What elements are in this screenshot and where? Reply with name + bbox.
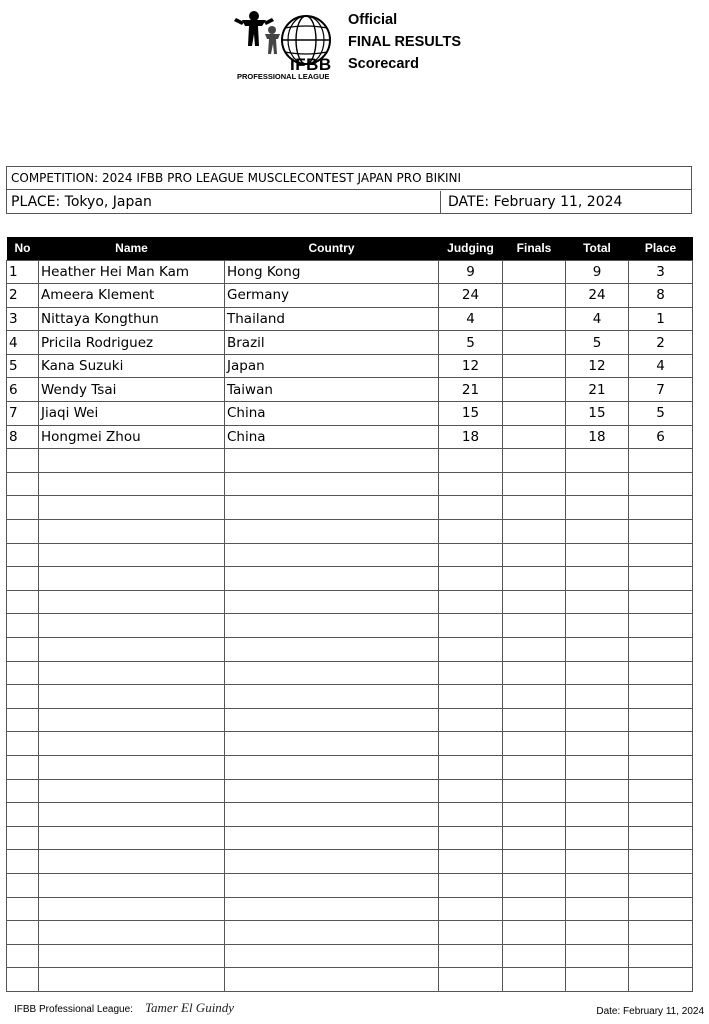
cell-country: Thailand — [225, 307, 439, 331]
cell-total — [566, 850, 629, 874]
cell-finals — [503, 968, 566, 992]
cell-name — [39, 944, 225, 968]
empty-table-row — [7, 732, 693, 756]
cell-finals — [503, 425, 566, 449]
cell-total — [566, 779, 629, 803]
cell-place: 2 — [629, 331, 693, 355]
cell-total: 18 — [566, 425, 629, 449]
column-header-finals: Finals — [503, 237, 566, 260]
cell-total: 5 — [566, 331, 629, 355]
cell-total — [566, 449, 629, 473]
cell-name — [39, 520, 225, 544]
cell-total — [566, 614, 629, 638]
cell-finals — [503, 944, 566, 968]
cell-country: China — [225, 402, 439, 426]
header-scorecard: Scorecard — [348, 56, 419, 72]
cell-finals — [503, 803, 566, 827]
cell-finals — [503, 897, 566, 921]
footer-date: Date: February 11, 2024 — [596, 1006, 704, 1017]
cell-no: 4 — [7, 331, 39, 355]
footer-signature: Tamer El Guindy — [145, 1000, 235, 1015]
cell-no — [7, 685, 39, 709]
empty-table-row — [7, 543, 693, 567]
cell-total — [566, 944, 629, 968]
cell-place: 1 — [629, 307, 693, 331]
empty-table-row — [7, 496, 693, 520]
cell-total: 15 — [566, 402, 629, 426]
cell-finals — [503, 567, 566, 591]
cell-place — [629, 944, 693, 968]
table-row — [7, 307, 693, 331]
empty-table-row — [7, 803, 693, 827]
cell-finals — [503, 354, 566, 378]
cell-no — [7, 543, 39, 567]
cell-judging: 5 — [439, 331, 503, 355]
cell-no — [7, 826, 39, 850]
cell-judging: 4 — [439, 307, 503, 331]
cell-place — [629, 873, 693, 897]
cell-name: Ameera Klement — [39, 284, 225, 308]
cell-place — [629, 638, 693, 662]
cell-place — [629, 543, 693, 567]
cell-place — [629, 685, 693, 709]
cell-name — [39, 779, 225, 803]
empty-table-row — [7, 590, 693, 614]
cell-no — [7, 708, 39, 732]
logo-wordmark: IFBB — [290, 55, 332, 74]
empty-table-row — [7, 661, 693, 685]
cell-total — [566, 685, 629, 709]
cell-name: Heather Hei Man Kam — [39, 260, 225, 284]
table-row — [7, 354, 693, 378]
cell-finals — [503, 402, 566, 426]
cell-country — [225, 755, 439, 779]
cell-finals — [503, 755, 566, 779]
cell-total — [566, 708, 629, 732]
cell-total — [566, 968, 629, 992]
cell-name — [39, 921, 225, 945]
cell-country — [225, 685, 439, 709]
cell-name: Kana Suzuki — [39, 354, 225, 378]
cell-judging: 15 — [439, 402, 503, 426]
cell-total — [566, 755, 629, 779]
empty-table-row — [7, 968, 693, 992]
cell-country — [225, 590, 439, 614]
cell-name — [39, 543, 225, 567]
results-table — [6, 237, 693, 992]
cell-finals — [503, 520, 566, 544]
results-body — [7, 260, 693, 991]
competition-date: DATE: February 11, 2024 — [448, 194, 623, 210]
cell-place — [629, 708, 693, 732]
cell-no — [7, 803, 39, 827]
cell-country — [225, 944, 439, 968]
cell-country — [225, 921, 439, 945]
cell-judging — [439, 520, 503, 544]
cell-place — [629, 897, 693, 921]
cell-name: Wendy Tsai — [39, 378, 225, 402]
table-row — [7, 402, 693, 426]
cell-judging — [439, 826, 503, 850]
cell-country — [225, 779, 439, 803]
cell-finals — [503, 614, 566, 638]
cell-judging — [439, 661, 503, 685]
empty-table-row — [7, 873, 693, 897]
cell-place — [629, 614, 693, 638]
cell-judging — [439, 590, 503, 614]
cell-no — [7, 921, 39, 945]
cell-total — [566, 520, 629, 544]
table-row — [7, 331, 693, 355]
cell-country — [225, 567, 439, 591]
cell-place — [629, 472, 693, 496]
empty-table-row — [7, 944, 693, 968]
empty-table-row — [7, 472, 693, 496]
cell-total — [566, 661, 629, 685]
cell-judging — [439, 567, 503, 591]
cell-place: 7 — [629, 378, 693, 402]
cell-finals — [503, 873, 566, 897]
column-header-name: Name — [39, 237, 225, 260]
column-header-total: Total — [566, 237, 629, 260]
cell-country — [225, 472, 439, 496]
cell-judging: 18 — [439, 425, 503, 449]
cell-name — [39, 638, 225, 662]
competition-info-box — [6, 166, 692, 214]
cell-place: 6 — [629, 425, 693, 449]
cell-place — [629, 850, 693, 874]
cell-name — [39, 826, 225, 850]
cell-total — [566, 732, 629, 756]
cell-judging — [439, 850, 503, 874]
cell-total: 12 — [566, 354, 629, 378]
cell-finals — [503, 543, 566, 567]
cell-judging — [439, 614, 503, 638]
cell-judging — [439, 472, 503, 496]
cell-judging — [439, 944, 503, 968]
cell-judging — [439, 755, 503, 779]
cell-place — [629, 661, 693, 685]
cell-no — [7, 732, 39, 756]
cell-name — [39, 449, 225, 473]
cell-place — [629, 732, 693, 756]
cell-finals — [503, 638, 566, 662]
cell-country — [225, 708, 439, 732]
column-header-judging: Judging — [439, 237, 503, 260]
cell-finals — [503, 708, 566, 732]
cell-finals — [503, 378, 566, 402]
cell-finals — [503, 590, 566, 614]
cell-judging — [439, 708, 503, 732]
cell-total — [566, 897, 629, 921]
cell-place: 5 — [629, 402, 693, 426]
cell-no — [7, 590, 39, 614]
cell-total — [566, 638, 629, 662]
empty-table-row — [7, 779, 693, 803]
cell-place: 3 — [629, 260, 693, 284]
empty-table-row — [7, 567, 693, 591]
cell-no — [7, 520, 39, 544]
cell-total — [566, 543, 629, 567]
cell-judging — [439, 779, 503, 803]
cell-no — [7, 968, 39, 992]
cell-place — [629, 567, 693, 591]
footer-league-label: IFBB Professional League: — [14, 1004, 133, 1015]
cell-finals — [503, 449, 566, 473]
cell-judging: 9 — [439, 260, 503, 284]
empty-table-row — [7, 850, 693, 874]
cell-country — [225, 732, 439, 756]
empty-table-row — [7, 614, 693, 638]
cell-country: China — [225, 425, 439, 449]
cell-name — [39, 590, 225, 614]
empty-table-row — [7, 755, 693, 779]
cell-total: 9 — [566, 260, 629, 284]
table-row — [7, 378, 693, 402]
header-final-results: FINAL RESULTS — [348, 34, 462, 50]
cell-finals — [503, 685, 566, 709]
cell-finals — [503, 260, 566, 284]
cell-place — [629, 449, 693, 473]
cell-name: Jiaqi Wei — [39, 402, 225, 426]
empty-table-row — [7, 685, 693, 709]
cell-no: 5 — [7, 354, 39, 378]
cell-name — [39, 661, 225, 685]
cell-country — [225, 449, 439, 473]
cell-country — [225, 543, 439, 567]
cell-judging — [439, 968, 503, 992]
cell-place — [629, 803, 693, 827]
cell-no: 8 — [7, 425, 39, 449]
cell-judging — [439, 803, 503, 827]
cell-judging: 24 — [439, 284, 503, 308]
cell-country — [225, 638, 439, 662]
cell-place: 4 — [629, 354, 693, 378]
cell-judging — [439, 685, 503, 709]
cell-no — [7, 496, 39, 520]
cell-finals — [503, 496, 566, 520]
cell-finals — [503, 284, 566, 308]
cell-place — [629, 590, 693, 614]
cell-no: 2 — [7, 284, 39, 308]
cell-judging — [439, 449, 503, 473]
cell-name — [39, 685, 225, 709]
cell-country — [225, 897, 439, 921]
cell-no — [7, 661, 39, 685]
cell-total — [566, 921, 629, 945]
cell-finals — [503, 921, 566, 945]
cell-country: Hong Kong — [225, 260, 439, 284]
empty-table-row — [7, 638, 693, 662]
cell-judging — [439, 496, 503, 520]
cell-name — [39, 732, 225, 756]
cell-total — [566, 472, 629, 496]
table-header-row — [7, 237, 693, 260]
cell-place — [629, 826, 693, 850]
empty-table-row — [7, 449, 693, 473]
competition-title: COMPETITION: 2024 IFBB PRO LEAGUE MUSCLECONTEST JAPAN PRO BIKINI — [7, 167, 691, 190]
cell-place — [629, 755, 693, 779]
cell-country: Brazil — [225, 331, 439, 355]
cell-total — [566, 803, 629, 827]
cell-judging — [439, 897, 503, 921]
column-header-no: No — [7, 237, 39, 260]
cell-country: Japan — [225, 354, 439, 378]
cell-total — [566, 567, 629, 591]
cell-no — [7, 779, 39, 803]
cell-country — [225, 520, 439, 544]
empty-table-row — [7, 826, 693, 850]
cell-total — [566, 873, 629, 897]
cell-country — [225, 850, 439, 874]
empty-table-row — [7, 708, 693, 732]
cell-name: Hongmei Zhou — [39, 425, 225, 449]
cell-finals — [503, 850, 566, 874]
cell-name — [39, 873, 225, 897]
column-header-country: Country — [225, 237, 439, 260]
cell-place — [629, 779, 693, 803]
column-header-place: Place — [629, 237, 693, 260]
cell-place: 8 — [629, 284, 693, 308]
cell-no — [7, 567, 39, 591]
cell-no — [7, 850, 39, 874]
cell-place — [629, 496, 693, 520]
cell-country — [225, 661, 439, 685]
cell-no — [7, 638, 39, 662]
cell-finals — [503, 826, 566, 850]
cell-country — [225, 614, 439, 638]
cell-no — [7, 755, 39, 779]
empty-table-row — [7, 897, 693, 921]
cell-country — [225, 873, 439, 897]
cell-no — [7, 944, 39, 968]
cell-name — [39, 968, 225, 992]
cell-place — [629, 968, 693, 992]
cell-total — [566, 496, 629, 520]
cell-name — [39, 850, 225, 874]
cell-judging: 12 — [439, 354, 503, 378]
cell-finals — [503, 779, 566, 803]
cell-total: 21 — [566, 378, 629, 402]
cell-name — [39, 897, 225, 921]
cell-no — [7, 897, 39, 921]
cell-name: Nittaya Kongthun — [39, 307, 225, 331]
cell-finals — [503, 661, 566, 685]
cell-total: 4 — [566, 307, 629, 331]
cell-finals — [503, 307, 566, 331]
cell-name — [39, 614, 225, 638]
cell-no: 6 — [7, 378, 39, 402]
cell-no: 7 — [7, 402, 39, 426]
cell-name — [39, 755, 225, 779]
cell-country — [225, 496, 439, 520]
empty-table-row — [7, 520, 693, 544]
cell-total — [566, 590, 629, 614]
cell-name — [39, 496, 225, 520]
cell-total — [566, 826, 629, 850]
cell-no — [7, 449, 39, 473]
logo-subtitle: PROFESSIONAL LEAGUE — [237, 72, 330, 81]
table-row — [7, 284, 693, 308]
cell-country: Germany — [225, 284, 439, 308]
empty-table-row — [7, 921, 693, 945]
cell-judging: 21 — [439, 378, 503, 402]
cell-judging — [439, 638, 503, 662]
cell-finals — [503, 472, 566, 496]
cell-country — [225, 803, 439, 827]
cell-judging — [439, 732, 503, 756]
cell-no — [7, 873, 39, 897]
cell-place — [629, 921, 693, 945]
cell-judging — [439, 921, 503, 945]
cell-place — [629, 520, 693, 544]
cell-name — [39, 472, 225, 496]
table-row — [7, 425, 693, 449]
cell-no: 3 — [7, 307, 39, 331]
cell-country: Taiwan — [225, 378, 439, 402]
cell-name — [39, 803, 225, 827]
cell-country — [225, 826, 439, 850]
cell-judging — [439, 873, 503, 897]
cell-name — [39, 567, 225, 591]
cell-name — [39, 708, 225, 732]
cell-total: 24 — [566, 284, 629, 308]
table-row — [7, 260, 693, 284]
header-official: Official — [348, 12, 398, 28]
competition-place: PLACE: Tokyo, Japan — [7, 191, 441, 214]
cell-no: 1 — [7, 260, 39, 284]
cell-country — [225, 968, 439, 992]
cell-finals — [503, 732, 566, 756]
cell-no — [7, 472, 39, 496]
cell-judging — [439, 543, 503, 567]
cell-name: Pricila Rodriguez — [39, 331, 225, 355]
cell-finals — [503, 331, 566, 355]
cell-no — [7, 614, 39, 638]
